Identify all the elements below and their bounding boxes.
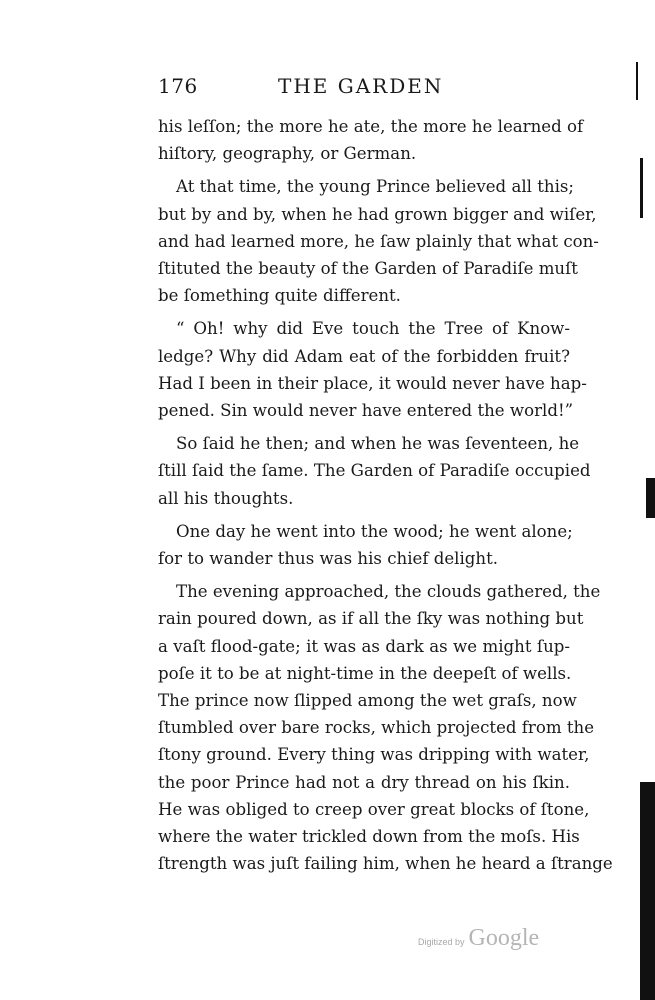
- body-text: [158, 113, 613, 877]
- paragraph: [158, 430, 591, 512]
- text-line: The prince now ſlipped among the wet graſs, now: [158, 691, 577, 711]
- paragraph: [158, 578, 613, 877]
- text-line: ſtrength was juſt failing him, when he heard a ſtrange: [158, 854, 613, 874]
- text-line: hiſtory, geography, or German.: [158, 144, 417, 164]
- text-line: pened. Sin would never have entered the world!”: [158, 401, 574, 421]
- text-line: a vaſt flood-gate; it was as dark as we might ſup-: [158, 636, 570, 656]
- paragraph: [158, 315, 587, 424]
- text-line: Had I been in their place, it would never have hap-: [158, 373, 587, 393]
- google-logo: Google: [468, 925, 540, 951]
- page-header: [158, 74, 570, 100]
- text-line: and had learned more, he ſaw plainly that what con-: [158, 231, 599, 251]
- text-line: where the water trickled down from the moſs. His: [158, 827, 580, 847]
- text-line: his leſſon; the more he ate, the more he learned of: [158, 117, 584, 136]
- text-line: ſtumbled over bare rocks, which projected from the: [158, 718, 595, 738]
- scan-edge-mark: [640, 782, 655, 1000]
- text-line: So ſaid he then; and when he was ſeventeen, he: [176, 434, 580, 454]
- text-line: ledge? Why did Adam eat of the forbidden fruit?: [158, 346, 570, 366]
- text-line: ſtituted the beauty of the Garden of Paradiſe muſt: [158, 259, 578, 279]
- page-number: 176: [158, 74, 198, 98]
- text-line: “ Oh! why did Eve touch the Tree of Know-: [176, 319, 570, 339]
- paragraph: [158, 518, 573, 572]
- text-line: The evening approached, the clouds gathered, the: [176, 582, 601, 602]
- digitized-watermark: [418, 925, 539, 951]
- text-line: One day he went into the wood; he went alone;: [176, 521, 573, 541]
- paragraph: [158, 113, 584, 167]
- text-line: but by and by, when he had grown bigger and wiſer,: [158, 204, 597, 224]
- text-line: ſtony ground. Every thing was dripping with water,: [158, 745, 590, 765]
- text-line: At that time, the young Prince believed all this;: [176, 177, 574, 197]
- text-line: He was obliged to creep over great blocks of ſtone,: [158, 799, 590, 819]
- text-line: for to wander thus was his chief delight.: [158, 549, 499, 569]
- text-line: be ſomething quite different.: [158, 286, 401, 306]
- scan-edge-mark: [636, 62, 638, 100]
- paragraph: [158, 173, 599, 309]
- watermark-small-text: Digitized by: [418, 937, 465, 947]
- text-line: poſe it to be at night-time in the deepeſt of wells.: [158, 663, 572, 683]
- text-line: rain poured down, as if all the ſky was nothing but: [158, 609, 584, 629]
- scan-edge-mark: [640, 158, 643, 218]
- text-line: all his thoughts.: [158, 488, 294, 508]
- scan-edge-mark: [646, 478, 655, 518]
- running-title: THE GARDEN: [278, 74, 444, 98]
- text-line: ſtill ſaid the ſame. The Garden of Paradiſe occupied: [158, 461, 591, 481]
- text-line: the poor Prince had not a dry thread on his ſkin.: [158, 772, 570, 792]
